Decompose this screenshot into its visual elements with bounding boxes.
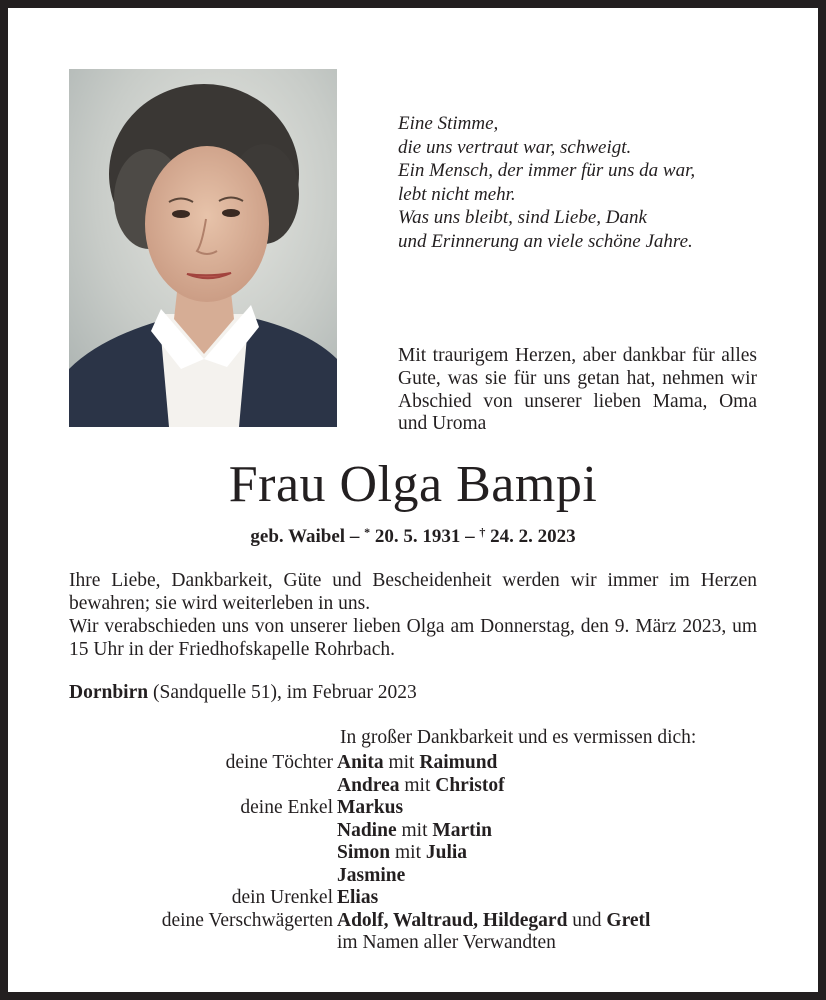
family-names [337, 932, 769, 955]
family-member-name: Anita [337, 752, 384, 773]
portrait-illustration [69, 69, 337, 427]
family-member-name: Elias [337, 887, 379, 908]
family-row [69, 887, 769, 910]
family-list [69, 752, 769, 955]
separator: – [460, 526, 480, 547]
relation-label: deine Verschwägerten [161, 909, 333, 931]
family-names [337, 865, 769, 888]
thanks-line: In großer Dankbarkeit und es vermissen dich: [340, 727, 697, 748]
family-names [337, 887, 769, 910]
body-paragraph: Wir verabschieden uns von unserer lieben Olga am Donnerstag, den 9. März 2023, um 15 Uhr in der Friedhofskapelle Rohrbach. [69, 616, 757, 660]
family-member-name: Jasmine [337, 864, 406, 886]
family-member-name: Andrea [337, 774, 400, 796]
birth-star-icon: * [364, 525, 371, 539]
family-names [337, 752, 769, 775]
family-member-name: Raimund [419, 752, 498, 773]
body-paragraph: Ihre Liebe, Dankbarkeit, Güte und Bescheidenheit werden wir immer im Herzen bewahren; sie wird weiterleben in uns. [69, 570, 757, 614]
family-names [337, 820, 769, 843]
family-names [337, 775, 769, 798]
connector-text: im Namen aller Verwandten [337, 932, 556, 953]
relation-label: deine Töchter [225, 752, 333, 773]
portrait-photo [69, 69, 337, 427]
birth-date: 20. 5. 1931 [374, 526, 461, 547]
connector-text: mit [399, 774, 436, 796]
relation-label [69, 775, 337, 798]
family-member-name: Markus [337, 797, 404, 818]
body-text [69, 569, 757, 661]
family-row [69, 932, 769, 955]
death-cross-icon: † [479, 525, 486, 539]
relation-label [69, 842, 337, 865]
poem-line: und Erinnerung an viele schöne Jahre. [398, 230, 693, 252]
family-member-name: Simon [337, 842, 391, 863]
relation-label [69, 932, 337, 955]
relation-label: deine Enkel [240, 797, 333, 818]
family-row [69, 775, 769, 798]
family-member-name: Martin [432, 819, 492, 841]
relation-label: dein Urenkel [231, 887, 333, 908]
family-row [69, 797, 769, 820]
family-row [69, 820, 769, 843]
connector-text: mit [383, 752, 420, 773]
poem [398, 112, 778, 253]
poem-line: Ein Mensch, der immer für uns da war, [398, 160, 696, 181]
family-names [337, 842, 769, 865]
death-date: 24. 2. 2023 [490, 526, 576, 547]
connector-text: und [567, 909, 607, 931]
poem-line: Eine Stimme, [398, 113, 499, 134]
family-row [69, 910, 769, 933]
maiden-name: geb. Waibel [250, 526, 346, 547]
deceased-name: Frau Olga Bampi [228, 456, 598, 513]
family-member-name: Julia [425, 842, 468, 863]
poem-line: die uns vertraut war, schweigt. [398, 136, 632, 158]
obituary-notice [8, 8, 818, 992]
poem-line: Was uns bleibt, sind Liebe, Dank [398, 207, 647, 228]
family-member-name: Gretl [606, 909, 651, 931]
family-member-name: Adolf, Waltraud, Hildegard [337, 909, 568, 931]
family-row [69, 842, 769, 865]
family-member-name: Christof [435, 774, 505, 796]
family-names [337, 797, 769, 820]
family-row [69, 752, 769, 775]
city: Dornbirn [69, 682, 149, 703]
life-dates [8, 520, 818, 549]
connector-text: mit [390, 842, 426, 863]
relation-label [69, 820, 337, 843]
place-and-date [69, 681, 417, 704]
family-member-name: Nadine [337, 819, 397, 841]
poem-line: lebt nicht mehr. [398, 183, 516, 205]
family-names [337, 910, 769, 933]
connector-text: mit [396, 819, 433, 841]
separator: – [345, 526, 365, 547]
intro-text: Mit traurigem Herzen, aber dankbar für alles Gute, was sie für uns getan hat, nehmen wir Abschied von unserer lieben Mama, Oma und Uroma [398, 345, 757, 435]
relation-label [69, 865, 337, 888]
family-row [69, 865, 769, 888]
address-date: (Sandquelle 51), im Februar 2023 [148, 682, 417, 703]
